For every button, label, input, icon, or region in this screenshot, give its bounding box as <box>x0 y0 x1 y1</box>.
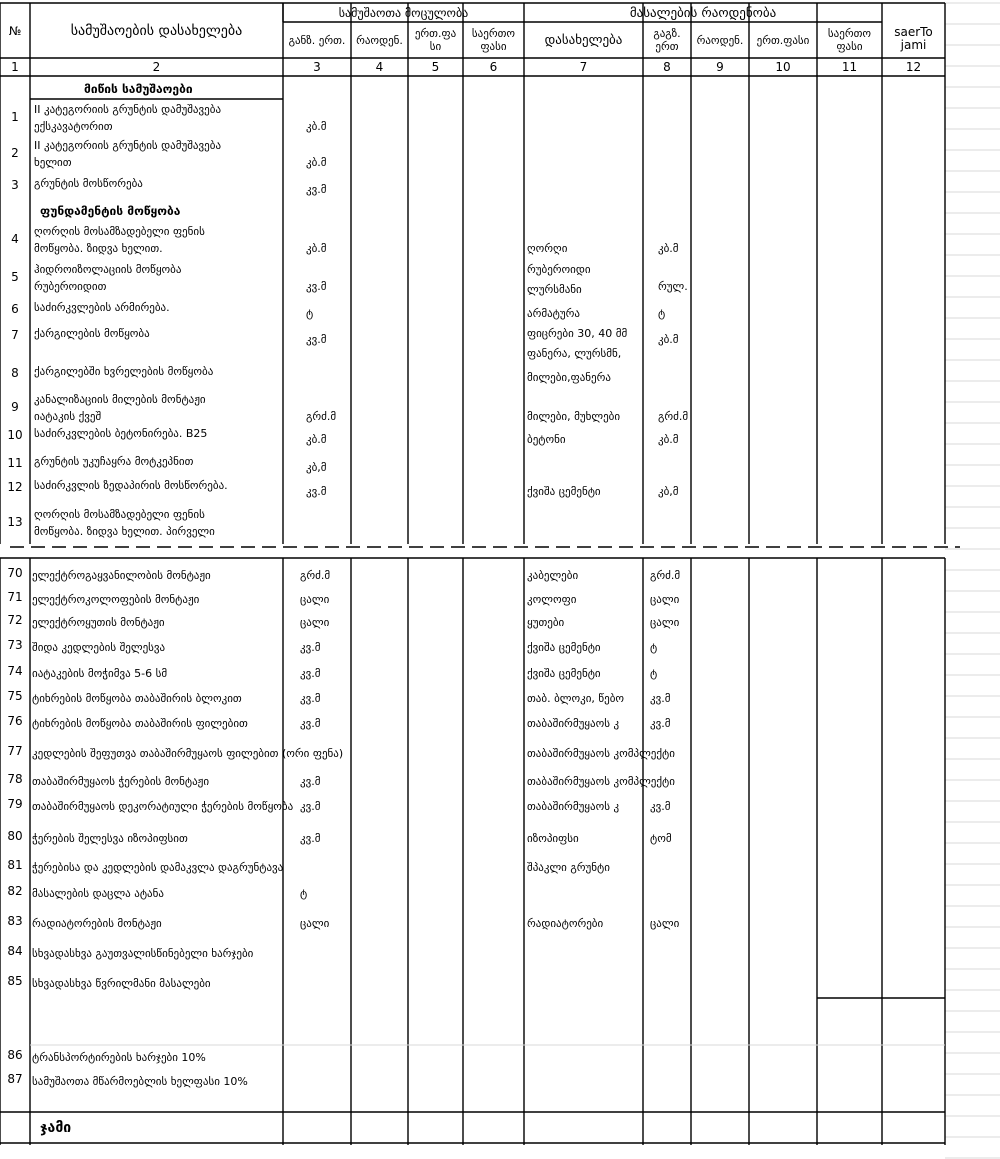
material-unit: ცალი <box>650 917 680 930</box>
material-name: თაბაშირმუყაოს კომპლექტი <box>527 775 675 788</box>
work-unit: კბ,მ <box>306 461 327 474</box>
header-material-total: საერთო ფასი <box>827 27 872 53</box>
material-name: რუბეროიდი <box>527 263 591 276</box>
material-name: შპაკლი გრუნტი <box>527 861 610 874</box>
material-name: თაბაშირმუყაოს კ <box>527 717 620 730</box>
work-name: ღორღის მოსამზადებელი ფენის <box>34 508 205 521</box>
column-number-8: 8 <box>663 60 671 74</box>
row-number: 74 <box>7 664 23 678</box>
work-name: საძირკვლების ბეტონირება. B25 <box>34 427 208 440</box>
work-name: რუბეროიდით <box>34 280 107 293</box>
work-unit: კვ.მ <box>300 832 321 845</box>
column-number-11: 11 <box>841 60 858 74</box>
work-name: კედლების შეფუთვა თაბაშირმუყაოს ფილებით (ორი ფენა) <box>32 747 344 760</box>
row-number: 75 <box>7 689 23 703</box>
row-number: 7 <box>11 328 19 342</box>
material-name: კოლოფი <box>527 593 577 606</box>
work-name: იატაკის ქვეშ <box>34 410 102 423</box>
material-unit: კბ,მ <box>658 485 679 498</box>
row-number: 77 <box>7 744 23 758</box>
header-work-name: სამუშაოების დასახელება <box>70 22 243 39</box>
material-unit: კბ.მ <box>658 433 679 446</box>
material-unit: კბ.მ <box>658 333 679 346</box>
work-name: საძირკვლის ზედაპირის მოსწორება. <box>34 479 228 492</box>
material-unit: კვ.მ <box>650 800 671 813</box>
work-name: გრუნტის მოსწორება <box>34 177 143 190</box>
column-number-10: 10 <box>775 60 791 74</box>
work-name: ღორღის მოსამზადებელი ფენის <box>34 225 205 238</box>
material-unit: ცალი <box>650 616 680 629</box>
work-unit: გრძ.მ <box>300 569 331 582</box>
row-number: 70 <box>7 566 23 580</box>
header-qty: რაოდენ. <box>356 33 403 47</box>
work-name: მასალების დაცლა ატანა <box>32 887 164 900</box>
work-unit: კვ.მ <box>300 692 321 705</box>
work-unit: კბ.მ <box>306 433 327 446</box>
row-number: 83 <box>7 914 23 928</box>
work-name: ტიხრების მოწყობა თაბაშირის ფილებით <box>32 717 248 730</box>
column-number-5: 5 <box>431 60 440 74</box>
header-material-unit-price: ერთ.ფასი <box>756 33 810 47</box>
header-grand-total: saerTo jami <box>894 25 933 52</box>
work-unit: კვ.მ <box>300 775 321 788</box>
row-number: 1 <box>11 110 19 124</box>
work-unit: ცალი <box>300 917 330 930</box>
row-number: 80 <box>7 829 23 843</box>
column-number-2: 2 <box>152 60 161 74</box>
row-number: 85 <box>7 974 23 988</box>
work-name: საძირკვლების არმირება. <box>34 301 170 314</box>
material-name: იზოპიფსი <box>527 832 579 845</box>
work-unit: კბ.მ <box>306 242 327 255</box>
work-name: ჭერებისა და კედლების დამაკვლა დაგრუნტავა <box>32 861 284 874</box>
material-unit: კვ.მ <box>650 717 671 730</box>
work-name: რადიატორების მონტაჟი <box>32 917 162 930</box>
work-unit: კვ.მ <box>306 280 327 293</box>
header-unit-price: ერთ.ფა სი <box>414 27 457 53</box>
column-number-4: 4 <box>375 60 384 74</box>
column-number-12: 12 <box>905 60 922 74</box>
header-total-price: საერთო ფასი <box>471 27 516 53</box>
work-name: ხელით <box>34 156 72 169</box>
material-name: ყუთები <box>527 616 565 629</box>
work-name: იატაკების მოჭიმვა 5-6 სმ <box>32 667 168 680</box>
header-material-qty: მასალების რაოდენობა <box>629 5 777 21</box>
material-unit: ტ <box>650 667 658 680</box>
work-unit: კვ.მ <box>306 485 327 498</box>
work-unit: კბ.მ <box>306 120 327 133</box>
work-unit: კვ.მ <box>300 667 321 680</box>
material-name: ლურსმანი <box>527 283 582 296</box>
material-name: ბეტონი <box>527 433 566 446</box>
material-unit: კვ.მ <box>650 692 671 705</box>
work-unit: გრძ.მ <box>306 410 337 423</box>
work-name: ჰიდროიზოლაციის მოწყობა <box>34 263 182 276</box>
material-name: ქვიშა ცემენტი <box>527 667 601 680</box>
material-unit: კბ.მ <box>658 242 679 255</box>
row-number: 9 <box>11 400 19 414</box>
row-number: 11 <box>7 456 23 470</box>
column-number-7: 7 <box>579 60 588 74</box>
work-name: ქარგილების მოწყობა <box>34 327 150 340</box>
material-name: ფიცრები 30, 40 მმ <box>527 327 628 340</box>
work-name: თაბაშირმუყაოს ჭერების მონტაჟი <box>32 775 210 788</box>
material-name: ფანერა, ლურსმნ, <box>527 347 622 360</box>
work-unit: ცალი <box>300 616 330 629</box>
work-name: მოწყობა. ზიდვა ხელით. <box>34 242 163 255</box>
material-name: თაბ. ბლოკი, წებო <box>527 692 625 705</box>
row-number: 3 <box>11 178 19 192</box>
header-no: № <box>8 23 22 38</box>
row-number: 72 <box>7 613 23 627</box>
material-name: თაბაშირმუყაოს კომპლექტი <box>527 747 675 760</box>
material-name: მილები, მუხლები <box>527 410 621 423</box>
row-number: 13 <box>7 515 23 529</box>
work-unit: კვ.მ <box>300 641 321 654</box>
material-name: მილები,ფანერა <box>527 371 611 384</box>
material-name: კაბელები <box>527 569 579 582</box>
work-unit: კვ.მ <box>300 717 321 730</box>
work-name: ელექტროკოლოფების მონტაჟი <box>32 593 200 606</box>
material-name: რადიატორები <box>527 917 604 930</box>
work-name: გრუნტის უკუჩაყრა მოტკეპნით <box>34 455 194 468</box>
row-number: 12 <box>7 480 23 494</box>
row-number: 8 <box>11 366 19 380</box>
column-number-9: 9 <box>716 60 724 74</box>
material-unit: გრძ.მ <box>658 410 689 423</box>
work-name: შიდა კედლების შელესვა <box>32 641 166 654</box>
work-name: კანალიზაციის მილების მონტაჟი <box>34 393 206 406</box>
work-name: ელექტროგაყვანილობის მონტაჟი <box>32 569 211 582</box>
material-unit: ტ <box>650 641 658 654</box>
row-number: 81 <box>7 858 23 872</box>
row-number: 4 <box>11 232 19 246</box>
row-number: 78 <box>7 772 23 786</box>
work-unit: კვ.მ <box>300 800 321 813</box>
work-name: ტიხრების მოწყობა თაბაშირის ბლოკით <box>32 692 242 705</box>
work-name: სხვადასხვა გაუთვალისწინებელი ხარჯები <box>32 947 254 960</box>
material-name: ქვიშა ცემენტი <box>527 641 601 654</box>
header-material-name: დასახელება <box>544 32 623 48</box>
material-name: თაბაშირმუყაოს კ <box>527 800 620 813</box>
row-number: 82 <box>7 884 23 898</box>
row-number: 84 <box>7 944 23 958</box>
material-name: ქვიშა ცემენტი <box>527 485 601 498</box>
row-number: 73 <box>7 638 23 652</box>
work-name: სხვადასხვა წვრილმანი მასალები <box>32 977 211 990</box>
work-name: II კატეგორიის გრუნტის დამუშავება <box>34 139 222 152</box>
row-number: 5 <box>11 270 19 284</box>
material-unit: რულ. <box>658 280 688 293</box>
header-work-volume: სამუშაოთა მოცულობა <box>338 5 469 20</box>
work-unit: ცალი <box>300 593 330 606</box>
column-number-1: 1 <box>11 60 19 74</box>
material-name: ღორღი <box>527 242 568 255</box>
section-earthworks: მიწის სამუშაოები <box>84 82 193 96</box>
work-name: თაბაშირმუყაოს დეკორატიული ჭერების მოწყობა <box>32 800 294 813</box>
work-name: ჭერების შელესვა იზოპიფსით <box>32 832 188 845</box>
material-unit: ტომ <box>650 832 672 845</box>
work-name: ელექტროყუთის მონტაჟი <box>32 616 165 629</box>
header-material-qty-col: რაოდენ. <box>696 33 744 47</box>
section-foundation: ფუნდამენტის მოწყობა <box>40 204 181 218</box>
header-unit: განზ. ერთ. <box>288 33 346 47</box>
work-unit: კვ.მ <box>306 333 327 346</box>
material-unit: ცალი <box>650 593 680 606</box>
header-material-unit: გაგზ. ერთ <box>653 27 681 53</box>
work-unit: ტ <box>306 307 314 320</box>
row-number: 76 <box>7 714 23 728</box>
column-number-6: 6 <box>489 60 498 74</box>
work-name: ტრანსპორტირების ხარჯები 10% <box>32 1051 206 1064</box>
work-name: ექსკავატორით <box>34 120 113 133</box>
work-unit: კვ.მ <box>306 183 327 196</box>
material-unit: გრძ.მ <box>650 569 681 582</box>
work-unit: ტ <box>300 887 308 900</box>
work-name: ქარგილებში ხვრელების მოწყობა <box>34 365 214 378</box>
row-number: 86 <box>7 1048 23 1062</box>
work-unit: კბ.მ <box>306 156 327 169</box>
row-number: 79 <box>7 797 23 811</box>
row-number: 87 <box>7 1072 23 1086</box>
work-name: მოწყობა. ზიდვა ხელით. პირველი <box>34 525 215 538</box>
row-number: 71 <box>7 590 23 604</box>
row-number: 2 <box>11 146 19 160</box>
row-number: 6 <box>11 302 19 316</box>
work-name: II კატეგორიის გრუნტის დამუშავება <box>34 103 222 116</box>
work-name: სამუშაოთა მწარმოებლის ხელფასი 10% <box>32 1075 248 1088</box>
material-name: არმატურა <box>527 307 580 320</box>
column-number-3: 3 <box>313 60 321 74</box>
row-number: 10 <box>7 428 23 442</box>
grand-total-label: ჯამი <box>40 1120 72 1136</box>
material-unit: ტ <box>658 307 666 320</box>
